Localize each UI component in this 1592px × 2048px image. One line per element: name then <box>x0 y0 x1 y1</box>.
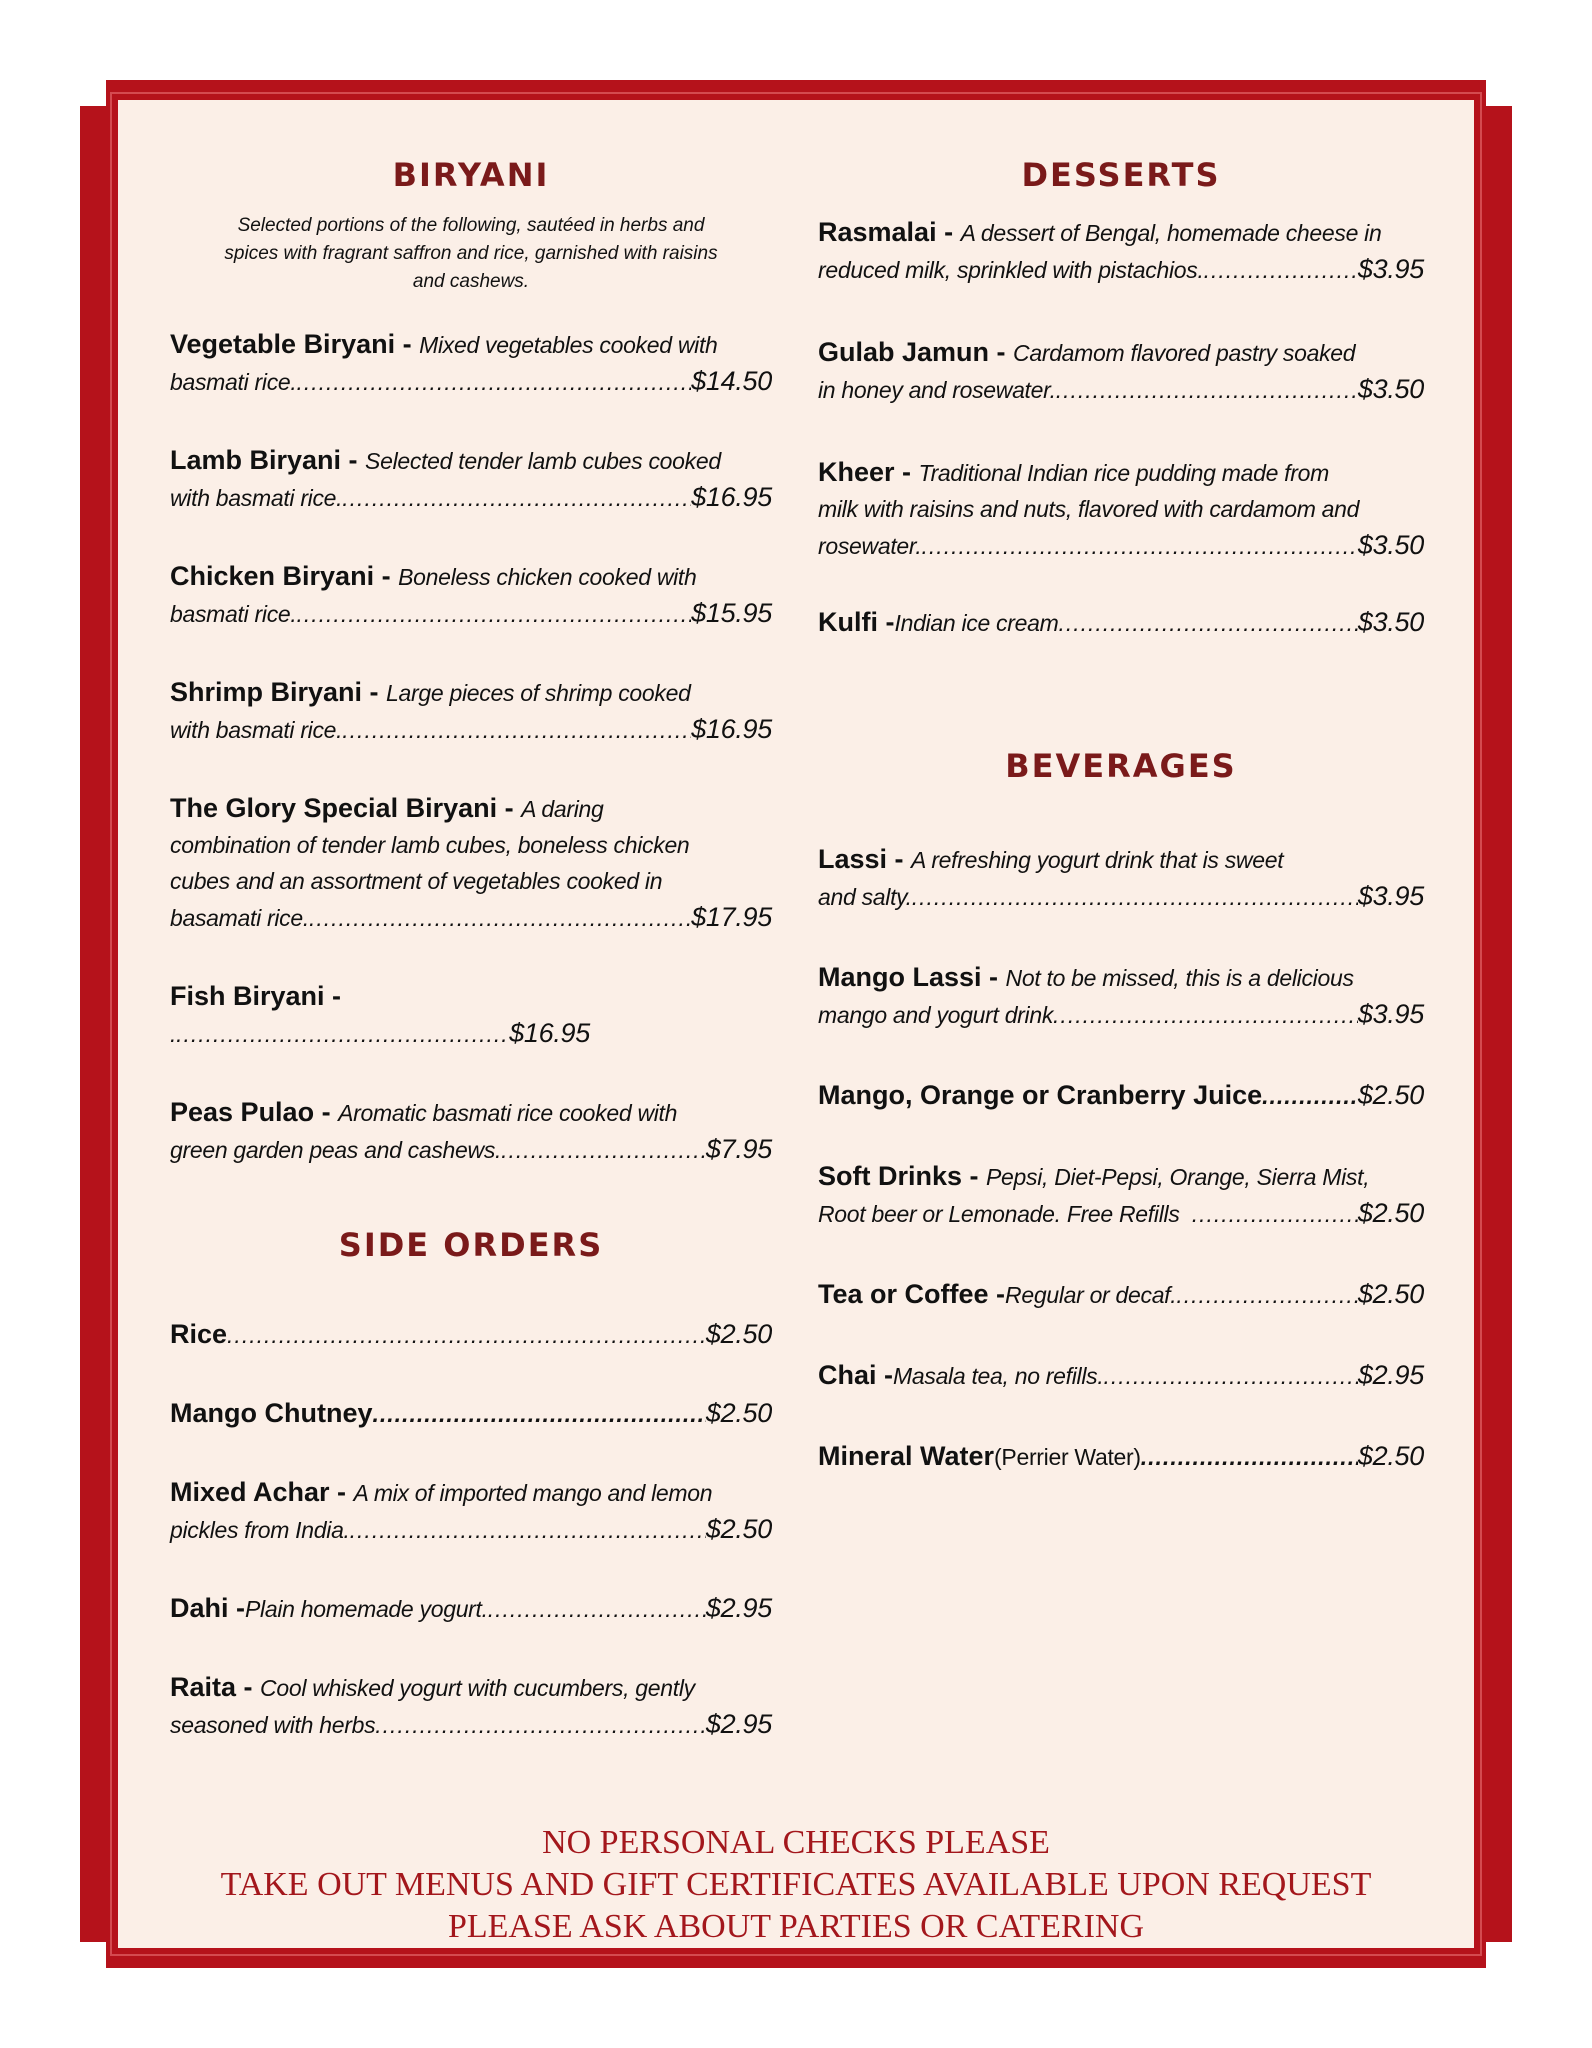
menu-item-dahi <box>170 1590 772 1627</box>
item-desc-end: with basmati rice. <box>170 717 343 743</box>
item-price: $2.95 <box>705 1709 772 1739</box>
menu-item-gulab-jamun <box>818 334 1424 408</box>
item-name: Rice <box>170 1319 228 1349</box>
item-name: Raita - <box>170 1672 261 1702</box>
right-column <box>818 150 1424 1475</box>
menu-item-rasmalai <box>818 214 1424 288</box>
item-desc: Aromatic basmati rice cooked with <box>338 1100 678 1126</box>
menu-item-juice <box>818 1077 1424 1114</box>
item-desc-end: and salty. <box>818 884 912 910</box>
menu-item-lamb-biryani <box>170 442 772 516</box>
left-column <box>170 150 772 1743</box>
dot-leader <box>342 480 691 516</box>
desserts-title: DESSERTS <box>1021 156 1221 194</box>
menu-item-chai <box>818 1357 1424 1394</box>
item-sub: (Perrier Water) <box>994 1444 1141 1470</box>
item-desc-end: mango and yogurt drink <box>818 1002 1054 1028</box>
footer-notes <box>118 1822 1474 1948</box>
dot-leader <box>375 1707 706 1743</box>
item-desc: A dessert of Bengal, homemade cheese in <box>960 220 1382 246</box>
dot-leader <box>1204 252 1358 288</box>
item-name: Mango, Orange or Cranberry Juice <box>818 1080 1263 1110</box>
item-price: $3.50 <box>1357 607 1424 637</box>
item-name: Lamb Biryani - <box>170 445 366 475</box>
item-price: $2.50 <box>1357 1279 1424 1309</box>
beverages-title: BEVERAGES <box>1005 747 1237 785</box>
item-price: $2.50 <box>1357 1080 1424 1110</box>
item-desc-end: reduced milk, sprinkled with pistachios. <box>818 257 1204 283</box>
menu-item-soft-drinks <box>818 1158 1424 1232</box>
item-name: Mineral Water <box>818 1441 995 1471</box>
dot-leader <box>350 1512 706 1548</box>
menu-item-tea-or-coffee <box>818 1276 1424 1313</box>
dot-leader <box>309 900 691 936</box>
item-desc-end: pickles from India. <box>170 1517 350 1543</box>
dot-leader <box>1058 605 1357 641</box>
item-desc-line: cubes and an assortment of vegetables cooked in <box>170 868 663 894</box>
dot-leader <box>488 1591 706 1627</box>
item-desc-end: rosewater. <box>818 533 922 559</box>
item-name: Chai - <box>818 1360 894 1390</box>
item-name: Dahi - <box>170 1593 246 1623</box>
dot-leader <box>1053 997 1358 1033</box>
menu-item-kulfi <box>818 604 1424 641</box>
menu-item-kheer <box>818 454 1424 564</box>
item-price: $3.95 <box>1357 254 1424 284</box>
item-name: Lassi - <box>818 844 912 874</box>
item-price: $14.50 <box>691 366 772 396</box>
item-desc: Selected tender lamb cubes cooked <box>365 448 721 474</box>
item-price: $2.50 <box>705 1514 772 1544</box>
item-price: $3.95 <box>1357 999 1424 1029</box>
dot-leader <box>501 1132 706 1168</box>
item-name: Tea or Coffee - <box>818 1279 1006 1309</box>
menu-item-vegetable-biryani <box>170 326 772 400</box>
item-desc: A daring <box>521 796 604 822</box>
dot-leader <box>373 1396 706 1432</box>
dot-leader <box>342 712 691 748</box>
item-desc: Mixed vegetables cooked with <box>419 332 718 358</box>
item-name: Mixed Achar - <box>170 1477 354 1507</box>
item-desc: Traditional Indian rice pudding made from <box>918 460 1329 486</box>
item-desc-end: Masala tea, no refills. <box>893 1363 1104 1389</box>
item-price: $17.95 <box>691 902 772 932</box>
footer-line-catering: PLEASE ASK ABOUT PARTIES OR CATERING <box>447 1908 1145 1945</box>
item-desc-end: basamati rice. <box>170 905 309 931</box>
menu-item-lassi <box>818 841 1424 915</box>
dot-leader <box>912 879 1358 915</box>
menu-item-mineral-water <box>818 1438 1424 1475</box>
item-name: Vegetable Biryani - <box>170 329 420 359</box>
item-desc-end: basmati rice. <box>170 601 297 627</box>
dot-leader <box>176 1016 509 1052</box>
item-name: Gulab Jamun - <box>818 337 1014 367</box>
dot-leader <box>922 528 1358 564</box>
footer-line-checks: NO PERSONAL CHECKS PLEASE <box>542 1824 1050 1861</box>
item-price: $15.95 <box>691 598 772 628</box>
dot-leader <box>1103 1358 1357 1394</box>
item-name: Mango Chutney <box>170 1398 373 1428</box>
dot-leader <box>1262 1078 1358 1114</box>
item-desc-end: . <box>170 1021 177 1047</box>
item-name: Peas Pulao - <box>170 1097 339 1127</box>
menu-item-rice <box>170 1316 772 1353</box>
item-desc: Pepsi, Diet-Pepsi, Orange, Sierra Mist, <box>986 1164 1370 1190</box>
item-desc: Boneless chicken cooked with <box>398 564 697 590</box>
item-price: $3.50 <box>1357 374 1424 404</box>
menu-item-mango-lassi <box>818 959 1424 1033</box>
item-price: $2.50 <box>1357 1441 1424 1471</box>
item-price: $7.95 <box>705 1134 772 1164</box>
footer-line-takeout: TAKE OUT MENUS AND GIFT CERTIFICATES AVAILABLE UPON REQUEST <box>220 1866 1372 1903</box>
item-price: $2.95 <box>705 1593 772 1623</box>
item-name: Shrimp Biryani - <box>170 677 387 707</box>
item-desc-line: milk with raisins and nuts, flavored with cardamom and <box>818 496 1360 522</box>
item-desc: Large pieces of shrimp cooked <box>386 680 691 706</box>
menu-item-chicken-biryani <box>170 558 772 632</box>
item-price: $2.50 <box>705 1319 772 1349</box>
biryani-intro: Selected portions of the following, sautéed in herbs and spices with fragrant saffron and rice, garnished with raisins and cashews. <box>224 215 718 292</box>
dot-leader <box>1141 1439 1358 1475</box>
biryani-title: BIRYANI <box>392 156 550 194</box>
item-desc-end: Plain homemade yogurt. <box>245 1596 488 1622</box>
item-desc-end: with basmati rice. <box>170 485 343 511</box>
item-desc: Cardamom flavored pastry soaked <box>1013 340 1356 366</box>
menu-item-fish-biryani <box>170 978 772 1052</box>
item-desc-end: Regular or decaf. <box>1005 1282 1177 1308</box>
item-price: $3.95 <box>1357 881 1424 911</box>
item-desc-end: in honey and rosewater. <box>818 377 1056 403</box>
dot-leader <box>1192 1196 1358 1232</box>
menu-item-shrimp-biryani <box>170 674 772 748</box>
item-desc-end: basmati rice. <box>170 369 297 395</box>
item-name: Kheer - <box>818 457 919 487</box>
item-desc-end: seasoned with herbs <box>170 1712 376 1738</box>
menu-item-mango-chutney <box>170 1395 772 1432</box>
dot-leader <box>296 596 691 632</box>
item-name: Soft Drinks - <box>818 1161 987 1191</box>
menu-item-glory-special-biryani <box>170 790 772 936</box>
item-price: $2.50 <box>705 1398 772 1428</box>
item-price: $16.95 <box>509 1018 590 1048</box>
menu-item-raita <box>170 1669 772 1743</box>
dot-leader <box>227 1317 706 1353</box>
item-name: Mango Lassi - <box>818 962 1006 992</box>
item-price: $16.95 <box>691 714 772 744</box>
item-price: $3.50 <box>1357 530 1424 560</box>
dot-leader <box>296 364 691 400</box>
item-desc: Not to be missed, this is a delicious <box>1005 965 1354 991</box>
side-orders-title: SIDE ORDERS <box>338 1226 604 1264</box>
dot-leader <box>1056 372 1358 408</box>
item-price: $2.50 <box>1357 1198 1424 1228</box>
item-name: Chicken Biryani - <box>170 561 399 591</box>
item-name: Kulfi - <box>818 607 895 637</box>
menu-item-mixed-achar <box>170 1474 772 1548</box>
item-name: Fish Biryani - <box>170 981 342 1011</box>
item-desc-line: combination of tender lamb cubes, boneless chicken <box>170 832 690 858</box>
menu-item-peas-pulao <box>170 1094 772 1168</box>
item-desc: Cool whisked yogurt with cucumbers, gently <box>260 1675 695 1701</box>
dot-leader <box>1176 1277 1358 1313</box>
item-price: $2.95 <box>1357 1360 1424 1390</box>
item-name: The Glory Special Biryani - <box>170 793 522 823</box>
item-desc-end: Root beer or Lemonade. Free Refills <box>818 1201 1192 1227</box>
item-desc: A mix of imported mango and lemon <box>353 1480 713 1506</box>
item-name: Rasmalai - <box>818 217 961 247</box>
item-desc-end: green garden peas and cashews. <box>170 1137 502 1163</box>
item-desc: A refreshing yogurt drink that is sweet <box>911 847 1284 873</box>
item-desc-end: Indian ice cream <box>894 610 1059 636</box>
item-price: $16.95 <box>691 482 772 512</box>
